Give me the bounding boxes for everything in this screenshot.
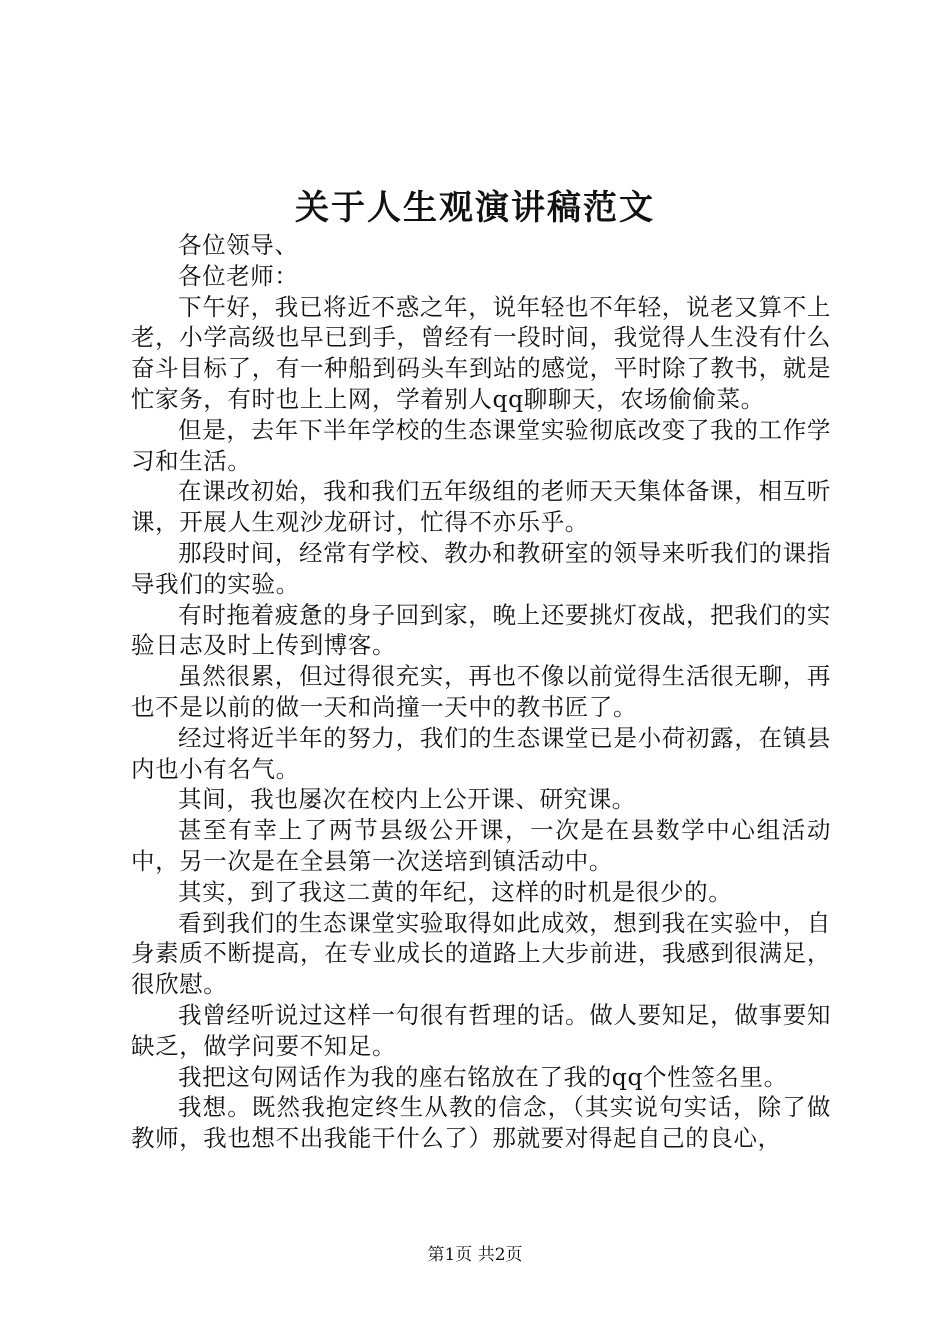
body-paragraph: 其实，到了我这二黄的年纪，这样的时机是很少的。: [178, 877, 733, 906]
body-paragraph: 有时拖着疲惫的身子回到家，晚上还要挑灯夜战，把我们的实验日志及时上传到博客。: [131, 600, 831, 660]
salutation-teachers: 各位老师：: [178, 261, 299, 290]
body-paragraph: 下午好，我已将近不惑之年，说年轻也不年轻，说老又算不上老，小学高级也早已到手，曾经有一段时间，我觉得人生没有什么奋斗目标了，有一种船到码头车到站的感觉，平时除了教书，就是忙家务，有时也上上网，学着别人qq聊聊天，农场偷偷菜。: [131, 292, 831, 413]
salutation-leaders: 各位领导、: [178, 231, 299, 259]
body-paragraph: 看到我们的生态课堂实验取得如此成效，想到我在实验中，自身素质不断提高，在专业成长的道路上大步前进，我感到很满足，很欣慰。: [131, 908, 831, 999]
body-paragraph: 其间，我也屡次在校内上公开课、研究课。: [178, 785, 636, 814]
page-footer: 第1页 共2页: [427, 1245, 523, 1265]
body-paragraph: 我把这句网话作为我的座右铭放在了我的qq个性签名里。: [178, 1062, 788, 1091]
document-body: [131, 230, 831, 1154]
document-title: 关于人生观演讲稿范文: [295, 188, 655, 228]
body-paragraph: 我想。既然我抱定终生从教的信念，（其实说句实话，除了做教师，我也想不出我能干什么了）那就要对得起自己的良心，: [131, 1093, 831, 1153]
body-paragraph: 经过将近半年的努力，我们的生态课堂已是小荷初露，在镇县内也小有名气。: [131, 723, 831, 783]
body-paragraph: 但是，去年下半年学校的生态课堂实验彻底改变了我的工作学习和生活。: [131, 415, 831, 475]
body-paragraph: 那段时间，经常有学校、教办和教研室的领导来听我们的课指导我们的实验。: [131, 538, 831, 598]
body-paragraph: 虽然很累，但过得很充实，再也不像以前觉得生活很无聊，再也不是以前的做一天和尚撞一天中的教书匠了。: [131, 662, 831, 721]
body-paragraph: 我曾经听说过这样一句很有哲理的话。做人要知足，做事要知缺乏，做学问要不知足。: [131, 1000, 831, 1060]
body-paragraph: 在课改初始，我和我们五年级组的老师天天集体备课，相互听课，开展人生观沙龙研讨，忙得不亦乐乎。: [131, 477, 831, 537]
body-paragraph: 甚至有幸上了两节县级公开课，一次是在县数学中心组活动中，另一次是在全县第一次送培到镇活动中。: [131, 816, 831, 875]
